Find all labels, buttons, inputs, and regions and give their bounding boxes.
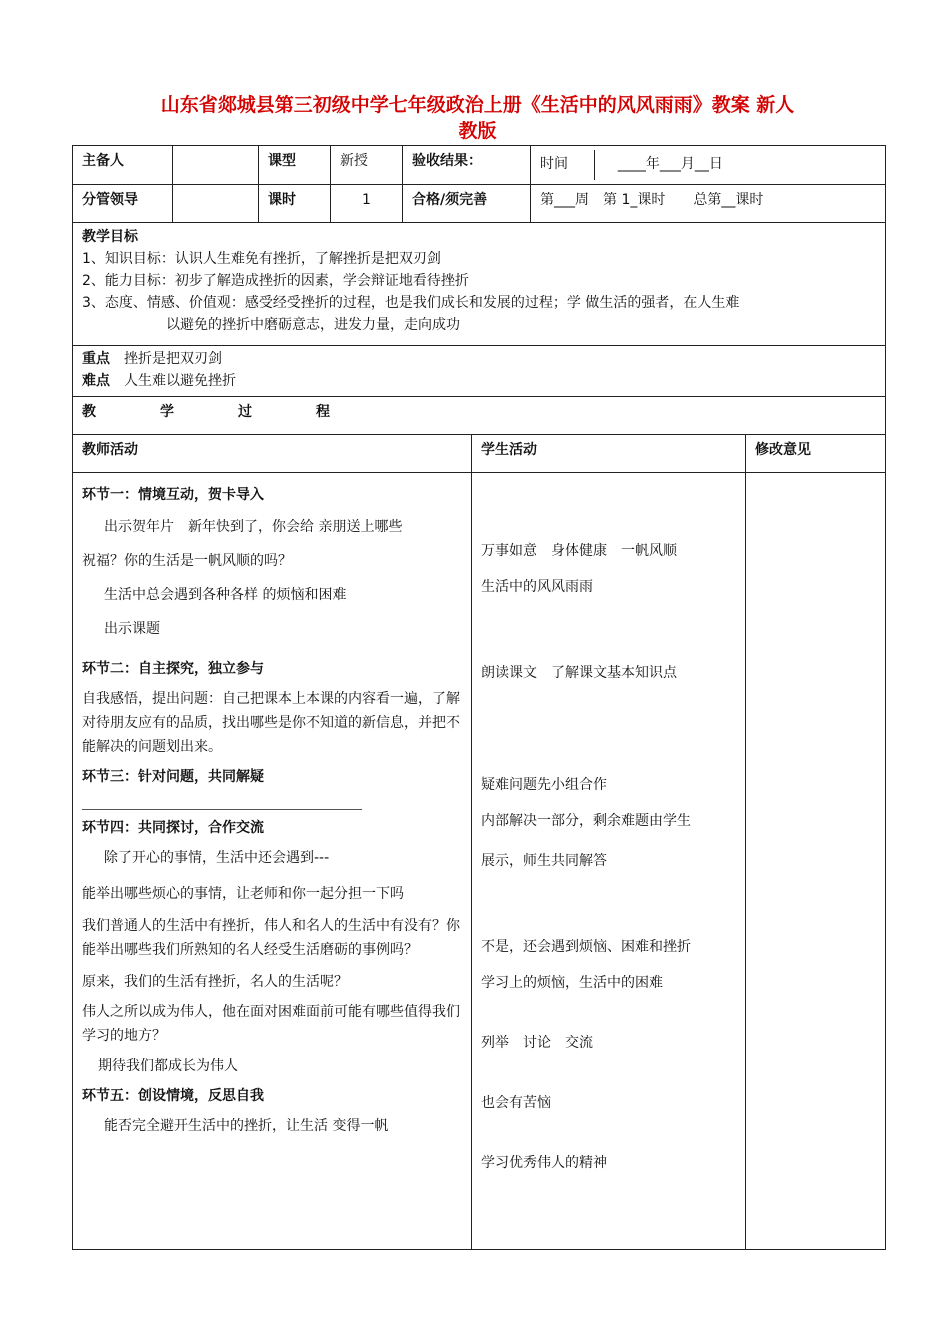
process-heading-row xyxy=(73,397,886,435)
acceptance-label: 验收结果： xyxy=(412,153,482,169)
hours-label: 课时 xyxy=(268,192,296,208)
hours-value: 1 xyxy=(362,192,371,208)
preparer-value xyxy=(173,146,258,154)
step-4-paragraph-1: 除了开心的事情，生活中还会遇到--- xyxy=(104,850,330,866)
title-line-2: 教版 xyxy=(458,120,497,142)
objectives-heading: 教学目标 xyxy=(82,229,138,245)
objectives-row xyxy=(73,223,886,346)
step-4-title: 环节四：共同探讨，合作交流 xyxy=(82,820,264,836)
key-point-text: 挫折是把双刃剑 xyxy=(124,351,222,367)
step-2-title: 环节二：自主探究，独立参与 xyxy=(82,661,264,677)
date-text: ____年___月__日 xyxy=(617,156,723,172)
student-answer-1: 万事如意 身体健康 一帆风顺 xyxy=(481,543,677,559)
difficult-point-text: 人生难以避免挫折 xyxy=(124,373,236,389)
pass-label: 合格/须完善 xyxy=(412,192,488,208)
student-answer-7: 不是，还会遇到烦恼、困难和挫折 xyxy=(481,939,691,955)
step-1-paragraph-1: 出示贺年片 新年快到了，你会给 亲朋送上哪些 xyxy=(104,519,403,535)
objective-1: 1、知识目标：认识人生难免有挫折，了解挫折是把双刃剑 xyxy=(82,251,441,267)
step-1-paragraph-2: 祝福？你的生活是一帆风顺的吗？ xyxy=(82,553,292,569)
objective-2: 2、能力目标：初步了解造成挫折的因素，学会辩证地看待挫折 xyxy=(82,273,469,289)
leader-value xyxy=(173,185,258,193)
title-line-1: 山东省郯城县第三初级中学七年级政治上册《生活中的风风雨雨》教案 新人 xyxy=(160,94,795,116)
step-4-paragraph-2: 能举出哪些烦心的事情，让老师和你一起分担一下吗 xyxy=(82,886,404,902)
activity-content-row xyxy=(73,473,886,1250)
student-answer-6: 展示，师生共同解答 xyxy=(481,853,607,869)
step-4-paragraph-5: 伟人之所以成为伟人，他在面对困难面前可能有哪些值得我们学习的地方？ xyxy=(82,1004,460,1044)
step-5-paragraph-1: 能否完全避开生活中的挫折，让生活 变得一帆 xyxy=(104,1118,389,1134)
step-4-paragraph-3: 我们普通人的生活中有挫折，伟人和名人的生活中有没有？你能举出哪些我们所熟知的名人经受生活磨砺的事例吗？ xyxy=(82,918,460,958)
student-answer-2: 生活中的风风雨雨 xyxy=(481,579,593,595)
step-5-title: 环节五：创设情境，反思自我 xyxy=(82,1088,264,1104)
process-char-2: 学 xyxy=(160,404,174,420)
student-answer-3: 朗读课文 了解课文基本知识点 xyxy=(481,665,677,681)
student-column-header: 学生活动 xyxy=(481,442,537,458)
student-answer-8: 学习上的烦恼，生活中的困难 xyxy=(481,975,663,991)
step-2-paragraph-1: 自我感悟，提出问题：自己把课本上本课的内容看一遍，了解对待朋友应有的品质，找出哪些是你不知道的新信息，并把不能解决的问题划出来。 xyxy=(82,691,460,755)
time-label: 时间 xyxy=(540,156,568,172)
time-cell xyxy=(531,146,885,184)
student-answer-5: 内部解决一部分，剩余难题由学生 xyxy=(481,813,691,829)
key-point-label: 重点 xyxy=(82,351,110,367)
document-title xyxy=(70,92,885,144)
blank-answer-line xyxy=(82,795,362,810)
step-1-paragraph-3: 生活中总会遇到各种各样 的烦恼和困难 xyxy=(104,587,347,603)
teacher-column-header: 教师活动 xyxy=(82,442,138,458)
step-4-paragraph-4: 原来，我们的生活有挫折，名人的生活呢？ xyxy=(82,974,348,990)
step-3-title: 环节三：针对问题，共同解疑 xyxy=(82,769,264,785)
course-type-value: 新授 xyxy=(340,153,368,169)
header-row-2 xyxy=(73,185,886,223)
objective-3: 3、态度、情感、价值观：感受经受挫折的过程，也是我们成长和发展的过程；学 做生活的强者，在人生难 xyxy=(82,295,740,311)
objective-3-continued: 以避免的挫折中磨砺意志，进发力量，走向成功 xyxy=(166,317,460,333)
step-1-paragraph-4: 出示课题 xyxy=(104,621,160,637)
key-points-row xyxy=(73,346,886,397)
process-char-3: 过 xyxy=(238,404,252,420)
student-answer-11: 学习优秀伟人的精神 xyxy=(481,1155,607,1171)
activity-columns-row xyxy=(73,435,886,473)
student-answer-9: 列举 讨论 交流 xyxy=(481,1035,593,1051)
week-text: 第___周 第 1_课时 总第__课时 xyxy=(540,192,764,208)
lesson-plan-table xyxy=(72,145,886,1250)
process-char-1: 教 xyxy=(82,404,96,420)
revision-column-header: 修改意见 xyxy=(755,442,811,458)
course-type-label: 课型 xyxy=(268,153,296,169)
difficult-point-label: 难点 xyxy=(82,373,110,389)
revision-notes-cell xyxy=(746,473,885,481)
student-answer-4: 疑难问题先小组合作 xyxy=(481,777,607,793)
header-row-1 xyxy=(73,146,886,185)
process-char-4: 程 xyxy=(316,404,330,420)
step-4-paragraph-6: 期待我们都成长为伟人 xyxy=(98,1058,238,1074)
preparer-label: 主备人 xyxy=(82,153,124,169)
step-1-title: 环节一：情境互动，贺卡导入 xyxy=(82,487,264,503)
leader-label: 分管领导 xyxy=(82,192,138,208)
student-answer-10: 也会有苦恼 xyxy=(481,1095,551,1111)
